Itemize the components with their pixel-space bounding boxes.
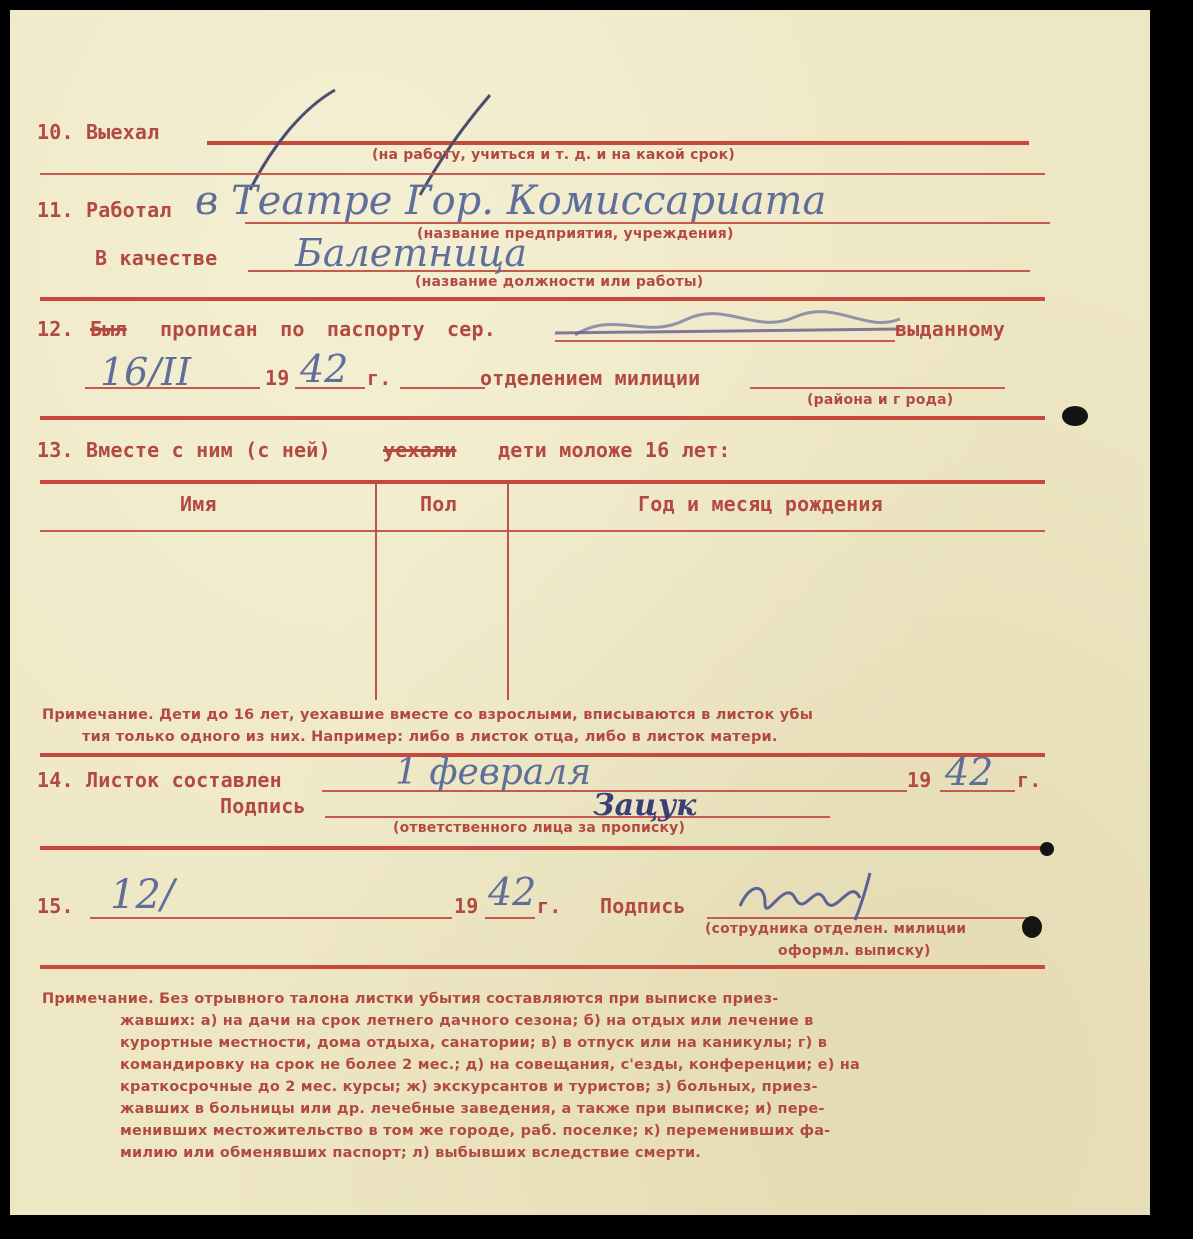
position-value: Балетница: [295, 231, 527, 275]
table-header-line: [40, 530, 1045, 532]
field-11-label: 11. Работал: [37, 198, 172, 222]
table-header-sex: Пол: [420, 492, 457, 516]
punch-hole: [1062, 406, 1088, 426]
compiled-year-line: [940, 790, 1015, 792]
signature-14-line: [325, 816, 830, 818]
punch-hole: [1040, 842, 1054, 856]
field-10-hint: (на работу, учиться и т. д. и на какой срок): [372, 147, 735, 163]
issued-label: выданному: [895, 317, 1006, 341]
table-col-divider-1: [375, 482, 377, 700]
department-hint: (района и г рода): [807, 392, 954, 408]
issue-date: 16/II: [100, 350, 192, 394]
department-label: отделением милиции: [480, 366, 701, 390]
position-label: В качестве: [95, 246, 218, 270]
compiled-year-suffix: г.: [1017, 768, 1042, 792]
table-header-birth: Год и месяц рождения: [638, 492, 883, 516]
issue-date-line: [85, 387, 260, 389]
field-15-date: 12/: [110, 872, 175, 918]
issue-year-suffix: г.: [367, 366, 392, 390]
field-15-year-prefix: 19: [454, 894, 479, 918]
field-13-label-2: дети моложе 16 лет:: [498, 438, 731, 462]
field-15-year: 42: [488, 870, 537, 914]
signature-15-hint-1: (сотрудника отделен. милиции: [705, 921, 967, 937]
issue-gap-line: [400, 387, 485, 389]
issue-year-prefix: 19: [265, 366, 290, 390]
footnote-line-3: курортные местности, дома отдыха, санатории; в) в отпуск или на каникулы; г) в: [120, 1035, 828, 1051]
field-10-label: 10. Выехал: [37, 120, 160, 144]
divider-15: [40, 965, 1045, 969]
field-15-year-suffix: г.: [537, 894, 562, 918]
compiled-date: 1 февраля: [395, 752, 592, 793]
compiled-year: 42: [945, 750, 994, 794]
field-12-label: прописан по паспорту сер.: [160, 317, 497, 341]
divider-14: [40, 846, 1045, 850]
field-12-struck-word: Был: [90, 317, 127, 341]
field-11-value: в Театре Гор. Комиссариата: [195, 178, 827, 224]
divider-12: [40, 416, 1045, 420]
field-13-struck-word: уехали: [383, 438, 457, 462]
divider-11: [40, 297, 1045, 301]
footnote-line-6: жавших в больницы или др. лечебные заведения, а также при выписке; и) пере-: [120, 1101, 825, 1117]
footnote-line-5: краткосрочные до 2 мес. курсы; ж) экскурсантов и туристов; з) больных, приез-: [120, 1079, 818, 1095]
position-hint: (название должности или работы): [415, 274, 704, 290]
field-15-num: 15.: [37, 894, 74, 918]
footnote-line-1: Примечание. Без отрывного талона листки убытия составляются при выписке приез-: [42, 991, 779, 1007]
issue-year-line: [295, 387, 365, 389]
signature-15-scrawl: [730, 868, 890, 923]
field-11-hint: (название предприятия, учреждения): [417, 226, 734, 242]
divider-10: [40, 173, 1045, 175]
table-col-divider-2: [507, 482, 509, 700]
table-note-line-2: тия только одного из них. Например: либо в листок отца, либо в листок матери.: [82, 729, 778, 745]
footnote-line-2: жавших: а) на дачи на срок летнего дачного сезона; б) на отдых или лечение в: [120, 1013, 814, 1029]
table-top-line: [40, 480, 1045, 484]
field-13-label: 13. Вместе с ним (с ней): [37, 438, 331, 462]
field-14-label: 14. Листок составлен: [37, 768, 282, 792]
signature-15-hint-2: оформл. выписку): [778, 943, 931, 959]
series-scribble: [555, 305, 905, 350]
table-header-name: Имя: [180, 492, 217, 516]
document-sheet: [10, 10, 1150, 1215]
punch-hole: [1022, 916, 1042, 938]
department-line: [750, 387, 1005, 389]
field-15-date-line: [90, 917, 452, 919]
footnote-line-4: командировку на срок не более 2 мес.; д) на совещания, с'езды, конференции; е) на: [120, 1057, 860, 1073]
signature-15-label: Подпись: [600, 894, 686, 918]
table-note-line-1: Примечание. Дети до 16 лет, уехавшие вместе со взрослыми, вписываются в листок убы: [42, 707, 814, 723]
footnote-line-7: менивших местожительство в том же городе, раб. поселке; к) переменивших фа-: [120, 1123, 831, 1139]
signature-14-value: Зацук: [593, 788, 697, 823]
signature-14-label: Подпись: [220, 794, 306, 818]
issue-year: 42: [300, 347, 349, 391]
compiled-year-prefix: 19: [907, 768, 932, 792]
footnote-line-8: милию или обменявших паспорт; л) выбывших вследствие смерти.: [120, 1145, 702, 1161]
signature-14-hint: (ответственного лица за прописку): [393, 820, 686, 836]
field-15-year-line: [485, 917, 535, 919]
field-12-num: 12.: [37, 317, 74, 341]
